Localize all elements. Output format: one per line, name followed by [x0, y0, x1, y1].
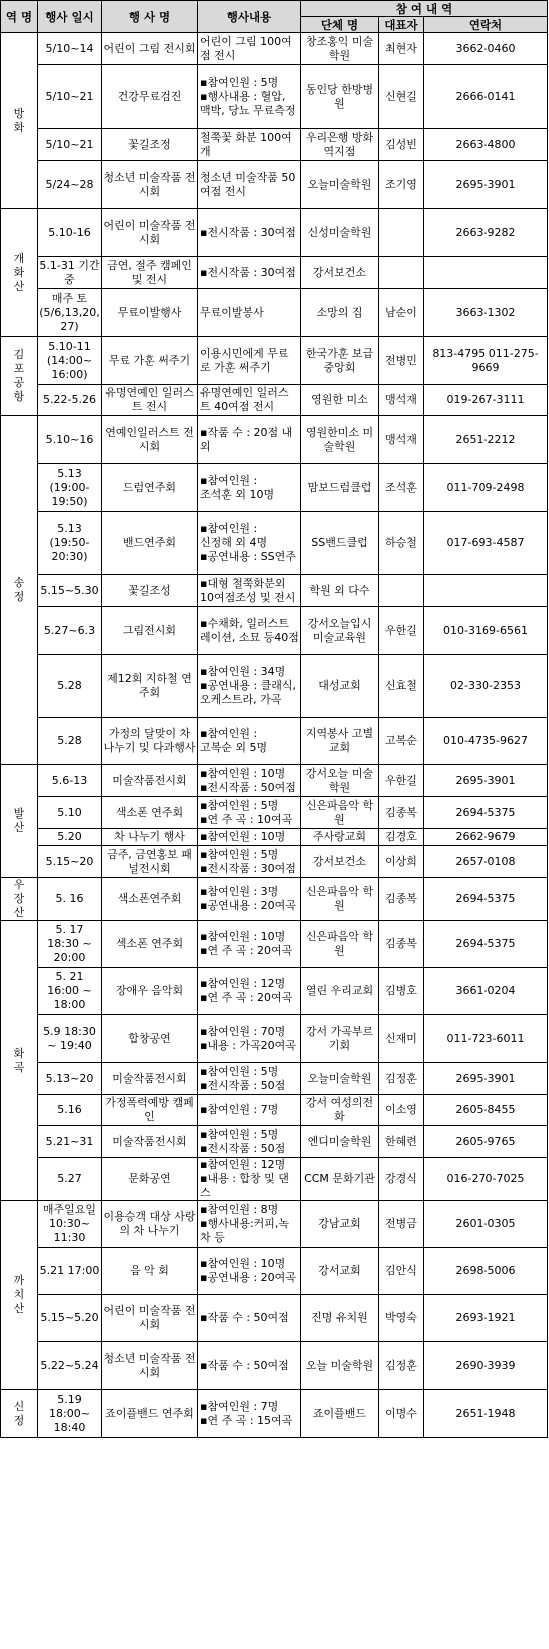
content-cell: ▪참여인원 : 12명 ▪내용 : 합창 및 댄스 — [198, 1158, 301, 1201]
table-row — [1, 289, 548, 337]
table-row — [1, 1095, 548, 1126]
contact-cell — [424, 257, 548, 289]
org-cell: 강서오늘입시 미술교육원 — [301, 607, 379, 655]
station-cell — [1, 765, 38, 878]
datetime-cell: 5.13 (19:50- 20:30) — [38, 512, 102, 575]
rep-cell: 김성빈 — [379, 129, 424, 161]
rep-cell: 전병금 — [379, 1201, 424, 1248]
event-cell: 색소폰연주회 — [102, 878, 198, 921]
rep-cell: 최현자 — [379, 33, 424, 65]
table-row — [1, 512, 548, 575]
rep-cell: 이소영 — [379, 1095, 424, 1126]
rep-cell: 김종복 — [379, 797, 424, 829]
rep-cell: 박영숙 — [379, 1295, 424, 1342]
table-row — [1, 257, 548, 289]
contact-cell: 2651-1948 — [424, 1390, 548, 1438]
event-cell: 음 악 회 — [102, 1248, 198, 1295]
table-row — [1, 1201, 548, 1248]
org-cell: 오늘 미술학원 — [301, 1342, 379, 1390]
contact-cell: 2662-9679 — [424, 829, 548, 846]
station-name: 발산 — [13, 807, 25, 834]
event-cell: 청소년 미술작품 전시회 — [102, 1342, 198, 1390]
datetime-cell: 5.15~5.20 — [38, 1295, 102, 1342]
content-cell: ▪참여인원 : 7명 — [198, 1095, 301, 1126]
rep-cell: 이명수 — [379, 1390, 424, 1438]
datetime-cell: 5.22~5.24 — [38, 1342, 102, 1390]
table-row — [1, 878, 548, 921]
header-contact: 연락처 — [424, 17, 548, 33]
station-cell — [1, 1201, 38, 1390]
station-name: 신정 — [13, 1399, 25, 1427]
contact-cell: 2690-3939 — [424, 1342, 548, 1390]
table-row — [1, 161, 548, 209]
org-cell: 강서보건소 — [301, 846, 379, 878]
datetime-cell: 매주 토 (5/6,13,20, 27) — [38, 289, 102, 337]
org-cell: 강서 여성의전화 — [301, 1095, 379, 1126]
event-cell: 색소폰 연주회 — [102, 797, 198, 829]
header-rep: 대표자 — [379, 17, 424, 33]
station-cell — [1, 878, 38, 921]
datetime-cell: 5.22-5.26 — [38, 385, 102, 416]
contact-cell: 2605-8455 — [424, 1095, 548, 1126]
contact-cell: 019-267-3111 — [424, 385, 548, 416]
datetime-cell: 5/10~14 — [38, 33, 102, 65]
station-name: 화곡 — [13, 1046, 25, 1074]
content-cell: ▪참여인원 : 5명 ▪전시작품 : 50점 — [198, 1126, 301, 1158]
contact-cell: 2694-5375 — [424, 878, 548, 921]
station-name: 송정 — [13, 576, 25, 603]
content-cell: ▪참여인원 : 5명 ▪연 주 곡 : 10여곡 — [198, 797, 301, 829]
contact-cell: 2695-3901 — [424, 1063, 548, 1095]
event-cell: 제12회 지하철 연주회 — [102, 655, 198, 718]
contact-cell: 2657-0108 — [424, 846, 548, 878]
table-row — [1, 1342, 548, 1390]
content-cell: ▪참여인원 : 10명 ▪공연내용 : 20여곡 — [198, 1248, 301, 1295]
org-cell: 맘보드럼클럽 — [301, 464, 379, 512]
table-row — [1, 337, 548, 385]
event-cell: 이용승객 대상 사랑의 차 나누기 — [102, 1201, 198, 1248]
station-name: 방화 — [13, 106, 25, 134]
rep-cell: 남순이 — [379, 289, 424, 337]
rep-cell: 신현길 — [379, 65, 424, 129]
contact-cell: 017-693-4587 — [424, 512, 548, 575]
event-cell: 미술작품전시회 — [102, 1063, 198, 1095]
org-cell: 주사랑교회 — [301, 829, 379, 846]
contact-cell: 2694-5375 — [424, 921, 548, 968]
station-cell — [1, 416, 38, 765]
rep-cell: 김정훈 — [379, 1342, 424, 1390]
rep-cell: 고복순 — [379, 718, 424, 765]
rep-cell: 신재미 — [379, 1015, 424, 1063]
content-cell: ▪참여인원 : 고복순 외 5명 — [198, 718, 301, 765]
event-cell: 그림전시회 — [102, 607, 198, 655]
table-row — [1, 416, 548, 464]
contact-cell: 2663-4800 — [424, 129, 548, 161]
content-cell: 청소년 미술작품 50여점 전시 — [198, 161, 301, 209]
event-cell: 합창공연 — [102, 1015, 198, 1063]
table-row — [1, 1015, 548, 1063]
org-cell: 신은파음악 학원 — [301, 878, 379, 921]
content-cell: ▪작품 수 : 50여점 — [198, 1342, 301, 1390]
datetime-cell: 5.13~20 — [38, 1063, 102, 1095]
org-cell: SS밴드클럽 — [301, 512, 379, 575]
table-row — [1, 129, 548, 161]
content-cell: ▪참여인원 : 신정해 외 4명 ▪공연내용 : SS연주 — [198, 512, 301, 575]
station-name: 우장산 — [13, 878, 25, 919]
header-station: 역 명 — [1, 1, 38, 33]
datetime-cell: 5.28 — [38, 718, 102, 765]
contact-cell: 3661-0204 — [424, 968, 548, 1015]
org-cell: 학원 외 다수 — [301, 575, 379, 607]
table-row — [1, 797, 548, 829]
content-cell: ▪수채화, 일러스트 레이션, 소묘 등40점 — [198, 607, 301, 655]
content-cell: ▪참여인원 : 70명 ▪내용 : 가곡20여곡 — [198, 1015, 301, 1063]
datetime-cell: 5.10-16 — [38, 209, 102, 257]
event-cell: 연예인일러스트 전시회 — [102, 416, 198, 464]
rep-cell: 한혜련 — [379, 1126, 424, 1158]
rep-cell: 우한길 — [379, 765, 424, 797]
content-cell: ▪참여인원 : 10명 — [198, 829, 301, 846]
event-cell: 금주, 금연홍보 패널전시회 — [102, 846, 198, 878]
table-row — [1, 846, 548, 878]
org-cell: CCM 문화기관 — [301, 1158, 379, 1201]
event-cell: 미술작품전시회 — [102, 765, 198, 797]
content-cell: ▪참여인원 : 10명 ▪전시작품 : 50여점 — [198, 765, 301, 797]
contact-cell: 02-330-2353 — [424, 655, 548, 718]
event-cell: 건강무료검진 — [102, 65, 198, 129]
datetime-cell: 5.10~16 — [38, 416, 102, 464]
table-row — [1, 655, 548, 718]
rep-cell — [379, 257, 424, 289]
station-cell — [1, 337, 38, 416]
content-cell: ▪작품 수 : 20점 내외 — [198, 416, 301, 464]
rep-cell: 조석훈 — [379, 464, 424, 512]
datetime-cell: 5.1-31 기간 중 — [38, 257, 102, 289]
event-cell: 어린이 미술작품 전시회 — [102, 1295, 198, 1342]
datetime-cell: 5.27 — [38, 1158, 102, 1201]
station-name: 까치산 — [13, 1274, 25, 1315]
table-row — [1, 385, 548, 416]
event-cell: 미술작품전시회 — [102, 1126, 198, 1158]
org-cell: 신성미술학원 — [301, 209, 379, 257]
event-cell: 어린이 그림 전시회 — [102, 33, 198, 65]
table-row — [1, 33, 548, 65]
event-cell: 섹소폰 연주회 — [102, 921, 198, 968]
table-row — [1, 1126, 548, 1158]
org-cell: 소망의 집 — [301, 289, 379, 337]
datetime-cell: 5. 16 — [38, 878, 102, 921]
content-cell: ▪참여인원 : 34명 ▪공연내용 : 클래식, 오케스트라, 가곡 — [198, 655, 301, 718]
contact-cell: 2694-5375 — [424, 797, 548, 829]
table-row — [1, 1158, 548, 1201]
org-cell: 열린 우리교회 — [301, 968, 379, 1015]
contact-cell: 2601-0305 — [424, 1201, 548, 1248]
rep-cell: 우한길 — [379, 607, 424, 655]
rep-cell: 김종복 — [379, 921, 424, 968]
org-cell: 대성교회 — [301, 655, 379, 718]
org-cell: 강남교회 — [301, 1201, 379, 1248]
rep-cell: 하승철 — [379, 512, 424, 575]
datetime-cell: 5/10~21 — [38, 129, 102, 161]
event-cell: 청소년 미술작품 전시회 — [102, 161, 198, 209]
content-cell: ▪작품 수 : 50여점 — [198, 1295, 301, 1342]
contact-cell: 2695-3901 — [424, 161, 548, 209]
org-cell: 동인당 한방병원 — [301, 65, 379, 129]
org-cell: 오늘미술학원 — [301, 1063, 379, 1095]
org-cell: 영원한미소 미술학원 — [301, 416, 379, 464]
content-cell: ▪참여인원 : 12명 ▪연 주 곡 : 20여곡 — [198, 968, 301, 1015]
rep-cell: 김정훈 — [379, 1063, 424, 1095]
content-cell: ▪참여인원 : 3명 ▪공연내용 : 20여곡 — [198, 878, 301, 921]
table-row — [1, 829, 548, 846]
contact-cell: 011-709-2498 — [424, 464, 548, 512]
contact-cell: 016-270-7025 — [424, 1158, 548, 1201]
datetime-cell: 5.10 — [38, 797, 102, 829]
org-cell: 엔디미술학원 — [301, 1126, 379, 1158]
table-row — [1, 1390, 548, 1438]
table-row — [1, 575, 548, 607]
header-datetime: 행사 일시 — [38, 1, 102, 33]
contact-cell: 2698-5006 — [424, 1248, 548, 1295]
content-cell: ▪참여인원 : 조석훈 외 10명 — [198, 464, 301, 512]
header-participation: 참 여 내 역 — [301, 1, 548, 17]
event-cell: 문화공연 — [102, 1158, 198, 1201]
event-cell: 금연, 절주 캠페인 및 전시 — [102, 257, 198, 289]
contact-cell: 2666-0141 — [424, 65, 548, 129]
content-cell: ▪전시작품 : 30여점 — [198, 257, 301, 289]
org-cell: 강서오늘 미술학원 — [301, 765, 379, 797]
rep-cell: 조기영 — [379, 161, 424, 209]
org-cell: 강서교회 — [301, 1248, 379, 1295]
rep-cell: 이상희 — [379, 846, 424, 878]
content-cell: ▪전시작품 : 30여점 — [198, 209, 301, 257]
contact-cell — [424, 575, 548, 607]
contact-cell: 011-723-6011 — [424, 1015, 548, 1063]
content-cell: ▪대형 철쭉화분외 10여점조성 및 전시 — [198, 575, 301, 607]
content-cell: ▪참여인원 : 10명 ▪연 주 곡 : 20여곡 — [198, 921, 301, 968]
contact-cell: 3663-1302 — [424, 289, 548, 337]
rep-cell: 강경식 — [379, 1158, 424, 1201]
station-cell — [1, 921, 38, 1201]
org-cell: 창조홍익 미술학원 — [301, 33, 379, 65]
rep-cell: 김경호 — [379, 829, 424, 846]
rep-cell: 전병민 — [379, 337, 424, 385]
org-cell: 우리은행 방화역지점 — [301, 129, 379, 161]
org-cell: 지역봉사 고별교회 — [301, 718, 379, 765]
datetime-cell: 5.28 — [38, 655, 102, 718]
table-row — [1, 464, 548, 512]
event-cell: 드럼연주회 — [102, 464, 198, 512]
table-row — [1, 1248, 548, 1295]
rep-cell: 김종복 — [379, 878, 424, 921]
org-cell: 신은파음악 학원 — [301, 921, 379, 968]
content-cell: ▪참여인원 : 5명 ▪행사내용 : 혈압, 맥박, 당뇨 무료측정 — [198, 65, 301, 129]
rep-cell: 맹석재 — [379, 416, 424, 464]
table-row — [1, 968, 548, 1015]
content-cell: 무료이발봉사 — [198, 289, 301, 337]
content-cell: ▪참여인원 : 5명 ▪전시작품 : 30여점 — [198, 846, 301, 878]
header-content: 행사내용 — [198, 1, 301, 33]
org-cell: 신은파음악 학원 — [301, 797, 379, 829]
event-cell: 유명연예인 일러스트 전시 — [102, 385, 198, 416]
contact-cell: 3662-0460 — [424, 33, 548, 65]
content-cell: 이용시민에게 무료로 가훈 써주기 — [198, 337, 301, 385]
datetime-cell: 5.13 (19:00- 19:50) — [38, 464, 102, 512]
datetime-cell: 5.16 — [38, 1095, 102, 1126]
station-cell — [1, 33, 38, 209]
table-row — [1, 718, 548, 765]
header-org: 단체 명 — [301, 17, 379, 33]
rep-cell — [379, 575, 424, 607]
org-cell: 오늘미술학원 — [301, 161, 379, 209]
content-cell: ▪참여인원 : 7명 ▪연 주 곡 : 15여곡 — [198, 1390, 301, 1438]
event-cell: 차 나누기 행사 — [102, 829, 198, 846]
event-cell: 죠이플밴드 연주회 — [102, 1390, 198, 1438]
station-cell — [1, 1390, 38, 1438]
event-cell: 가정폭력예방 캠페인 — [102, 1095, 198, 1126]
rep-cell: 신효철 — [379, 655, 424, 718]
station-cell — [1, 209, 38, 337]
station-name: 개화산 — [13, 251, 25, 293]
contact-cell: 2651-2212 — [424, 416, 548, 464]
datetime-cell: 매주일요일 10:30~ 11:30 — [38, 1201, 102, 1248]
table-body — [1, 33, 548, 1438]
event-cell: 장애우 음악회 — [102, 968, 198, 1015]
datetime-cell: 5. 21 16:00 ~ 18:00 — [38, 968, 102, 1015]
event-cell: 꽃길조성 — [102, 575, 198, 607]
org-cell: 강서보건소 — [301, 257, 379, 289]
datetime-cell: 5.15~20 — [38, 846, 102, 878]
rep-cell: 맹석재 — [379, 385, 424, 416]
datetime-cell: 5.21 17:00 — [38, 1248, 102, 1295]
datetime-cell: 5.21~31 — [38, 1126, 102, 1158]
org-cell: 죠이플밴드 — [301, 1390, 379, 1438]
datetime-cell: 5.6-13 — [38, 765, 102, 797]
contact-cell: 813-4795 011-275-9669 — [424, 337, 548, 385]
contact-cell: 2605-9765 — [424, 1126, 548, 1158]
org-cell: 강서 가곡부르기회 — [301, 1015, 379, 1063]
content-cell: 어린이 그림 100여점 전시 — [198, 33, 301, 65]
table-row — [1, 765, 548, 797]
content-cell: ▪참여인원 : 8명 ▪행사내용:커피,녹차 등 — [198, 1201, 301, 1248]
rep-cell — [379, 209, 424, 257]
datetime-cell: 5.27~6.3 — [38, 607, 102, 655]
org-cell: 한국가훈 보급 중앙회 — [301, 337, 379, 385]
datetime-cell: 5.19 18:00~ 18:40 — [38, 1390, 102, 1438]
datetime-cell: 5. 17 18:30 ~ 20:00 — [38, 921, 102, 968]
event-cell: 꽃길조정 — [102, 129, 198, 161]
table-row — [1, 209, 548, 257]
datetime-cell: 5/24~28 — [38, 161, 102, 209]
rep-cell: 김병호 — [379, 968, 424, 1015]
datetime-cell: 5/10~21 — [38, 65, 102, 129]
org-cell: 영원한 미소 — [301, 385, 379, 416]
event-cell: 어린이 미술작품 전시회 — [102, 209, 198, 257]
org-cell: 진명 유치원 — [301, 1295, 379, 1342]
contact-cell: 2693-1921 — [424, 1295, 548, 1342]
content-cell: 유명연예인 일러스트 40여점 전시 — [198, 385, 301, 416]
contact-cell: 010-4735-9627 — [424, 718, 548, 765]
table-row — [1, 921, 548, 968]
table-row — [1, 65, 548, 129]
event-cell: 가정의 달맞이 차 나누기 및 다과행사 — [102, 718, 198, 765]
table-row — [1, 1295, 548, 1342]
event-cell: 무료이발행사 — [102, 289, 198, 337]
datetime-cell: 5.9 18:30 ~ 19:40 — [38, 1015, 102, 1063]
station-name: 김포 공항 — [13, 348, 25, 403]
content-cell: 철쭉꽃 화분 100여개 — [198, 129, 301, 161]
datetime-cell: 5.15~5.30 — [38, 575, 102, 607]
header-event: 행 사 명 — [102, 1, 198, 33]
contact-cell: 2663-9282 — [424, 209, 548, 257]
event-cell: 무료 가훈 써주기 — [102, 337, 198, 385]
rep-cell: 김안식 — [379, 1248, 424, 1295]
datetime-cell: 5.20 — [38, 829, 102, 846]
event-cell: 밴드연주회 — [102, 512, 198, 575]
table-row — [1, 1063, 548, 1095]
table-row — [1, 607, 548, 655]
content-cell: ▪참여인원 : 5명 ▪전시작품 : 50점 — [198, 1063, 301, 1095]
contact-cell: 010-3169-6561 — [424, 607, 548, 655]
datetime-cell: 5.10-11 (14:00~ 16:00) — [38, 337, 102, 385]
contact-cell: 2695-3901 — [424, 765, 548, 797]
